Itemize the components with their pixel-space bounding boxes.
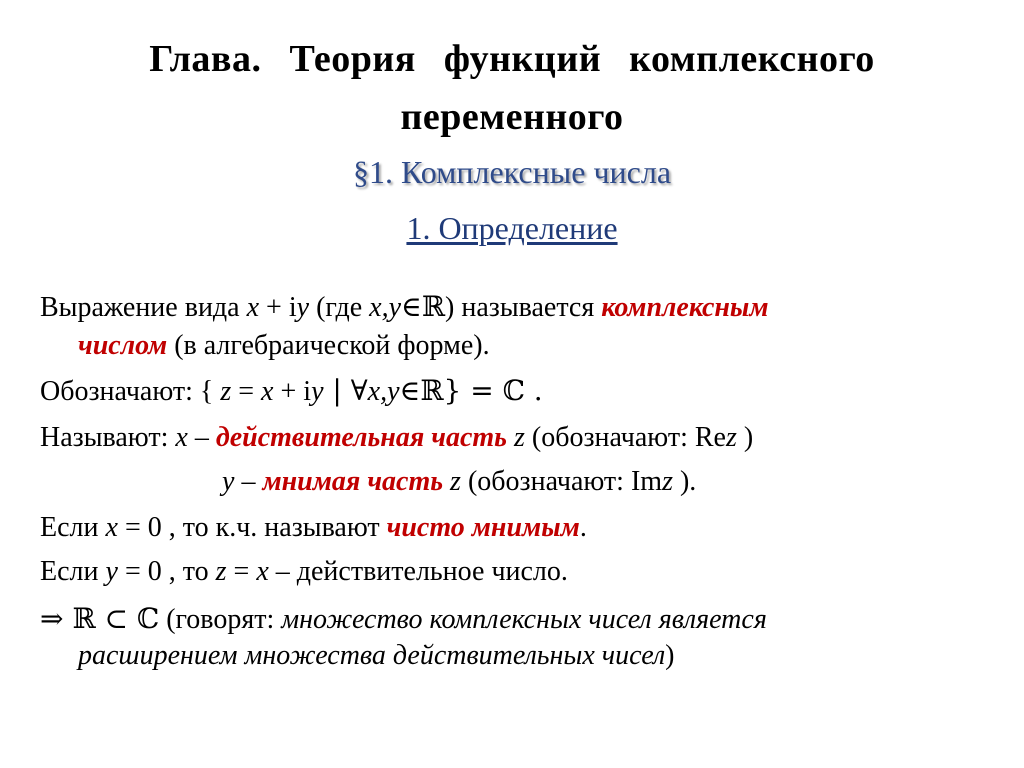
text: = — [226, 556, 257, 587]
highlight-term: действительная часть — [215, 422, 507, 453]
text: – действительное число. — [268, 556, 568, 587]
text: = 0 , то к.ч. называют — [117, 512, 387, 543]
text: Называют: — [40, 422, 176, 453]
var-xy: x,y — [367, 376, 400, 407]
definition-line-2 — [78, 330, 490, 362]
highlight-term: чисто мнимым — [386, 512, 580, 543]
imaginary-part-line — [222, 466, 696, 498]
var-x: x — [175, 422, 188, 453]
highlight-term: мнимая часть — [262, 466, 444, 497]
forall-symbol: | ∀ — [323, 374, 368, 407]
var-x: x — [261, 376, 274, 407]
var-z: z — [506, 422, 525, 453]
text: (обозначают: Im — [460, 466, 663, 497]
text: (в алгебраической форме). — [167, 330, 490, 361]
var-x: x — [105, 512, 118, 543]
var-z: z — [662, 466, 673, 497]
text: ) — [665, 640, 675, 671]
text: + i — [273, 376, 312, 407]
text: Выражение вида — [40, 292, 247, 323]
text: Если — [40, 556, 106, 587]
in-reals-symbol: ∈ℝ — [401, 290, 446, 323]
text: – — [234, 466, 263, 497]
var-y: y — [296, 292, 310, 323]
in-reals-symbol: ∈ℝ — [399, 374, 444, 407]
text: Обозначают: { — [40, 376, 221, 407]
var-z: z — [215, 556, 227, 587]
pure-imaginary-line — [40, 512, 587, 544]
var-xy: x,y — [369, 292, 402, 323]
text: – — [187, 422, 216, 453]
var-z: z — [725, 422, 737, 453]
implies-subset-symbols: ⇒ ℝ ⊂ ℂ — [40, 602, 160, 635]
var-y: y — [311, 376, 324, 407]
text: Если — [40, 512, 106, 543]
italic-text: множество комплексных чисел является — [281, 604, 767, 635]
var-y: y — [105, 556, 118, 587]
highlight-term: числом — [78, 330, 168, 361]
chapter-title-line-2: переменного — [400, 96, 624, 138]
text: (обозначают: Re — [524, 422, 726, 453]
var-x: x — [246, 292, 260, 323]
italic-text: расширением множества действительных чисел — [78, 640, 666, 671]
highlight-term: комплексным — [601, 292, 769, 323]
text: = — [231, 376, 262, 407]
var-x: x — [256, 556, 269, 587]
text: (говорят: — [159, 604, 282, 635]
text: ). — [672, 466, 697, 497]
complex-set-symbol: } = ℂ . — [443, 374, 543, 407]
text: ) — [736, 422, 754, 453]
var-y: y — [222, 466, 235, 497]
text: + i — [259, 292, 297, 323]
conclusion-line-1 — [40, 602, 767, 636]
var-z: z — [220, 376, 232, 407]
text: ) называется — [445, 292, 602, 323]
text: . — [579, 512, 587, 543]
definition-line-1 — [40, 290, 769, 324]
var-z: z — [443, 466, 461, 497]
subsection-heading: 1. Определение — [406, 210, 618, 246]
chapter-title — [40, 30, 984, 146]
real-part-line — [40, 422, 753, 454]
notation-line — [40, 374, 543, 408]
conclusion-line-2 — [78, 640, 675, 672]
real-number-line — [40, 556, 568, 588]
text: = 0 , то — [117, 556, 216, 587]
section-heading: §1. Комплексные числа — [352, 154, 672, 190]
text: (где — [309, 292, 370, 323]
chapter-title-line-1: Глава. Теория функций комплексного — [149, 38, 875, 80]
